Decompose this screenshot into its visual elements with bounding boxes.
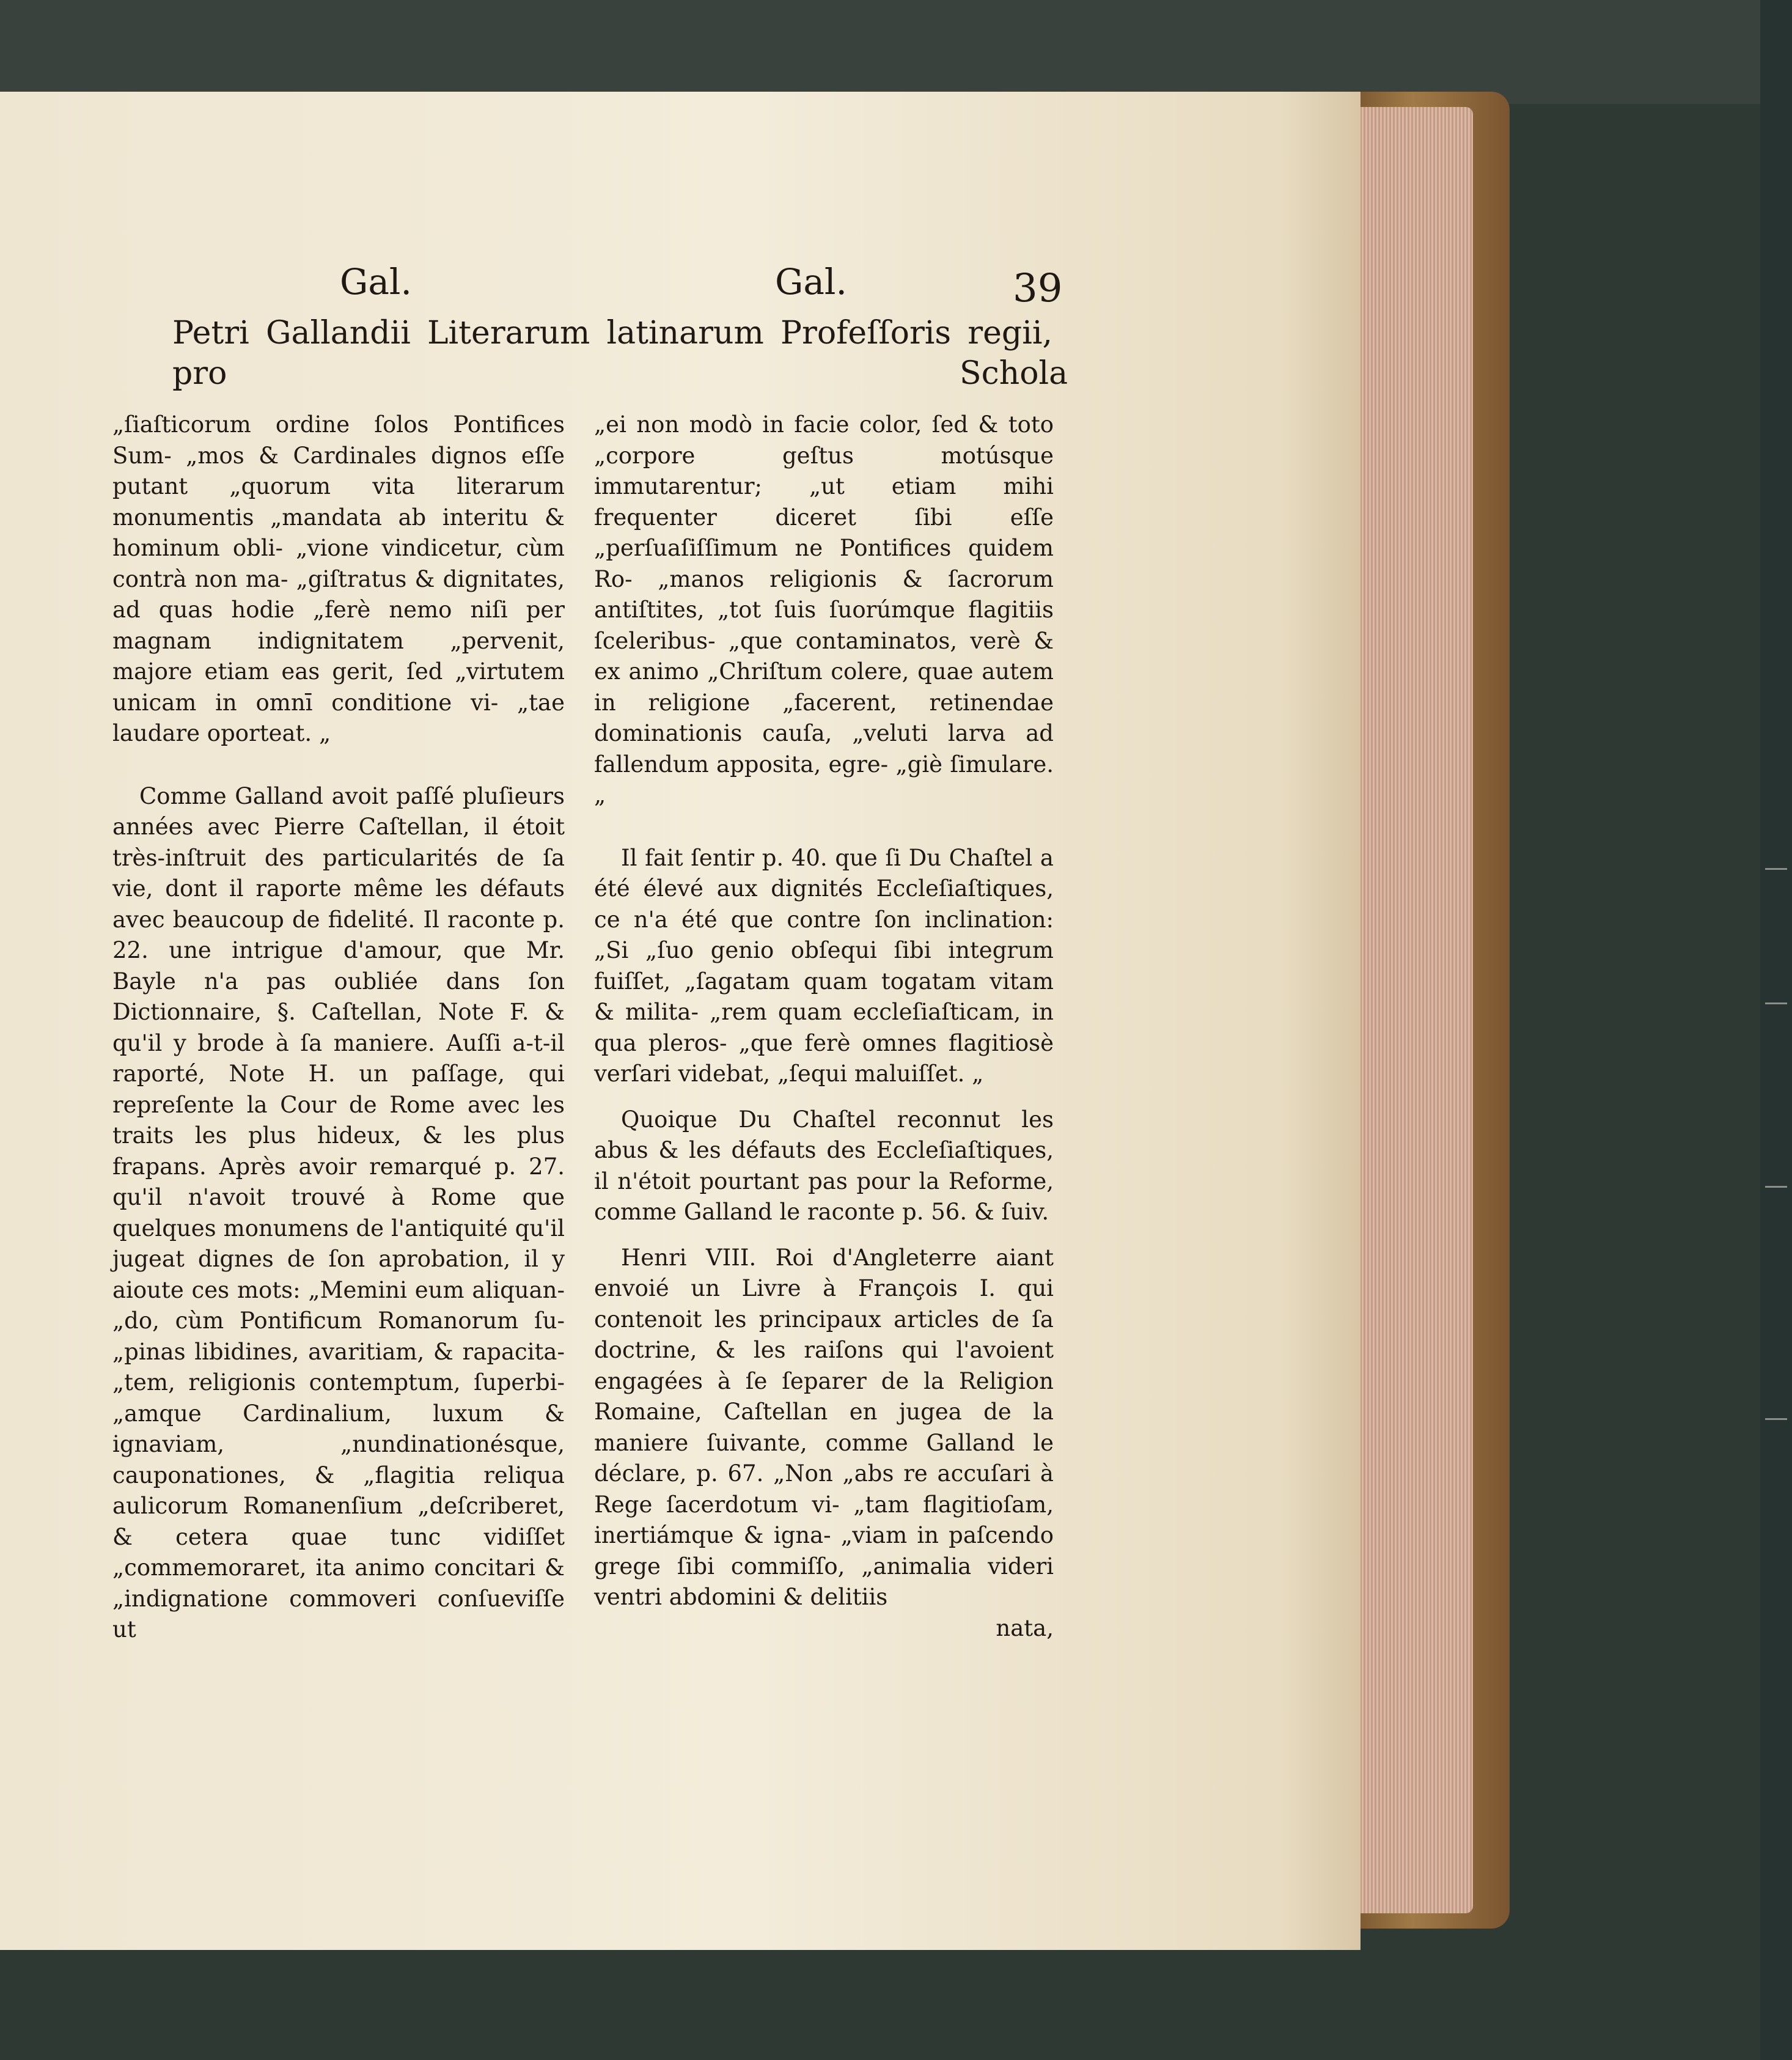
scan-edge-strip [1760,0,1792,2060]
paragraph-galland: Comme Galland avoit paſſé pluſieurs années avec Pierre Caſtellan, il étoit très-inſtruit des particularités de ſa vie, dont il raporte même les défauts avec beaucoup de fidelité. Il raconte p. 22. une intrigue d'amour, que Mr. Bayle n'a pas oubliée dans ſon Dictionnaire, §. Caſtellan, Note F. & qu'il y brode à ſa maniere. Auſſi a-t-il raporté, Note H. un paſſage, qui repreſente la Cour de Rome avec les traits les plus hideux, & les plus frapans. Après avoir remarqué p. 27. qu'il n'avoit trouvé à Rome que quelques monumens de l'antiquité qu'il jugeat dignes de ſon aprobation, il y aioute ces mots: „Memini eum aliquan- „do, cùm Pontificum Romanorum ſu- „pinas libidines, avaritiam, & rapacita- „tem, religionis contemptum, ſuperbi- „amque Cardinalium, luxum & ignaviam, „nundinationésque, cauponationes, & „flagitia reliqua aulicorum Romanenſium „deſcriberet, & cetera quae tunc vidiſſet „commemoraret, ita animo concitari & „indignatione commoveri conſueviſſe ut [112,782,565,1642]
title-line: Petri Gallandii Literarum latinarum Profeſſoris regii, pro [172,315,1052,392]
running-head-left: Gal. [340,261,412,303]
running-head-center: Gal. [775,261,847,303]
book-page [0,92,1361,1950]
latin-quote-left: „ſiaſticorum ordine ſolos Pontifices Sum- „mos & Cardinales dignos eſſe putant „quorum vita literarum monumentis „mandata ab interitu & hominum obli- „vione vindicetur, cùm contrà non ma- „giſtratus & dignitates, ad quas hodie „ferè nemo niſi per magnam indignitatem „pervenit, majore etiam eas gerit, ſed „virtutem unicam in omnī conditione vi- „tae laudare oporteat. „ [112,411,565,746]
left-column [112,410,565,1646]
title-line-continued: Schola [960,355,1068,392]
paragraph-henri-viii: Henri VIII. Roi d'Angleterre aiant envoié un Livre à François I. qui contenoit les principaux articles de ſa doctrine, & les raiſons qui l'avoient engagées à ſe ſeparer de la Religion Romaine, Caſtellan en jugea de la maniere ſuivante, comme Galland le déclare, p. 67. „Non „abs re accuſari à Rege ſacerdotum vi- „tam flagitioſam, inertiámque & igna- „viam in paſcendo grege ſibi commiſſo, „animalia videri ventri abdomini & delitiis [594,1244,1054,1610]
latin-quote-right: „ei non modò in facie color, ſed & toto „corpore geſtus motúsque immutarentur; „ut etiam mihi frequenter diceret ſibi eſſe „perſuaſiſſimum ne Pontifices quidem Ro- „manos religionis & ſacrorum antiſtites, „tot ſuis ſuorúmque flagitiis ſceleribus- „que contaminatos, verè & ex animo „Chriſtum colere, quae autem in religione „facerent, retinendae dominationis cauſa, „veluti larva ad fallendum apposita, egre- „giè ſimulare. „ [594,411,1054,808]
background-top [0,0,1792,104]
catchword: nata, [996,1614,1054,1641]
page-number: 39 [1013,266,1063,311]
right-column [594,410,1054,1644]
page-edges [1351,107,1473,1913]
paragraph-du-chastel: Il fait ſentir p. 40. que ſi Du Chaſtel a été élevé aux dignités Eccleſiaſtiques, ce n'a été que contre ſon inclination: „Si „ſuo genio obſequi ſibi integrum fuiſſet, „ſagatam quam togatam vitam & milita- „rem quam eccleſiaſticam, in qua pleros- „que ferè omnes flagitiosè verſari videbat, „ſequi maluiſſet. „ [594,844,1054,1087]
paragraph-reforme: Quoique Du Chaſtel reconnut les abus & les défauts des Eccleſiaſtiques, il n'étoit pourtant pas pour la Reforme, comme Galland le raconte p. 56. & ſuiv. [594,1106,1054,1225]
